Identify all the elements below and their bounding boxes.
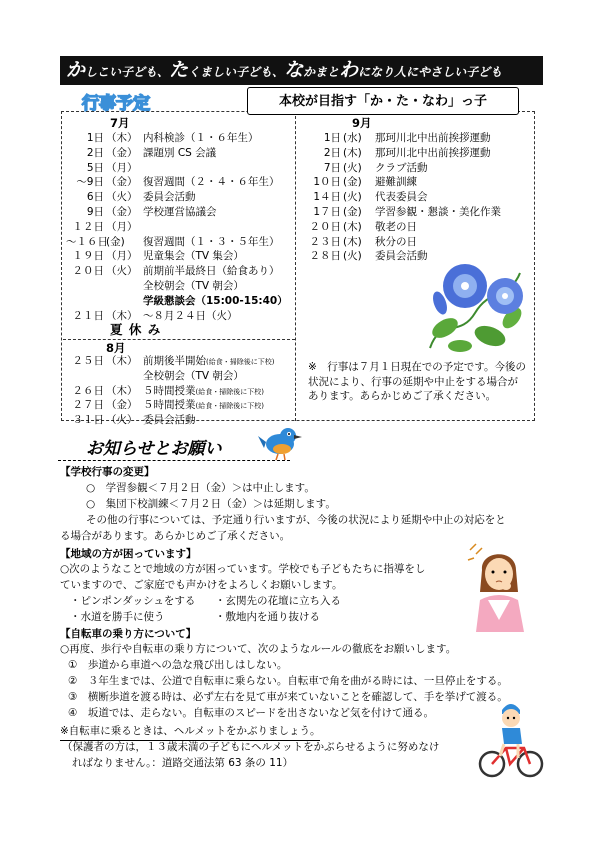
community-bullet-1: ・ピンポンダッシュをする <box>70 595 196 607</box>
july-event: 全校朝会（TV 朝会） <box>143 280 244 292</box>
august-event-note: (給食・掃除後に下校) <box>206 358 275 366</box>
september-event: 避難訓練 <box>375 176 417 189</box>
august-event-note: (給食・掃除後に下校) <box>195 387 264 396</box>
july-weekday: （木） <box>106 309 138 322</box>
july-day: 9日 <box>86 206 104 218</box>
change-text-line2: る場合があります。あらかじめご了承ください。 <box>60 530 291 542</box>
august-event: ５時間授業(給食・掃除後に下校) <box>143 384 264 397</box>
july-weekday: （月） <box>106 161 138 174</box>
august-event: 全校朝会（TV 朝会） <box>143 369 244 382</box>
bicycle-rule-1: ① 歩道から車道への急な飛び出しはしない。 <box>68 659 288 671</box>
august-day: ２７日 <box>72 399 104 412</box>
july-event: 〜８月２４日（火） <box>143 309 238 322</box>
bicycle-intro: ○再度、歩行や自転車の乗り方について、次のようなルールの徹底をお願いします。 <box>60 643 457 655</box>
community-bullet-4: ・敷地内を通り抜ける <box>215 611 320 623</box>
july-weekday: （木） <box>106 132 138 144</box>
slogan-initial-0: か <box>66 59 86 81</box>
september-weekday: (火) <box>343 250 362 263</box>
change-item-1: ○ 学習参観＜７月２日（金）＞は中止します。 <box>86 482 315 494</box>
july-weekday: （金） <box>106 206 138 218</box>
september-weekday: (火) <box>343 161 362 174</box>
bicycle-rule-3: ③ 横断歩道を渡る時は、必ず左右を見て車が来ていないことを確認して、手を挙げて渡る。 <box>68 691 508 703</box>
september-event: 委員会活動 <box>375 250 428 263</box>
month-july: 7月 <box>110 116 130 130</box>
september-day: ２３日 <box>309 235 341 248</box>
bicycle-rule-2: ② ３年生までは、公道で自転車に乗らない。自転車で角を曲がる時には、一旦停止をする。 <box>68 675 508 687</box>
morning-glory-icon <box>420 258 532 359</box>
july-event: 復習週間（２・４・６年生） <box>143 176 280 189</box>
august-event-note: (給食・掃除後に下校) <box>195 402 264 411</box>
slogan-initial-1: た <box>169 59 189 81</box>
community-text-line2: ていますので、ご家庭でも声かけをよろしくお願いします。 <box>60 579 343 591</box>
july-event: 前期前半最終日（給食あり） <box>143 265 280 278</box>
august-event: 前期後半開始(給食・掃除後に下校) <box>143 355 275 367</box>
july-event: 復習週間（１・３・５年生） <box>143 235 280 248</box>
month-september: 9月 <box>352 116 372 130</box>
notices-title-underline <box>58 460 290 461</box>
september-weekday: (火) <box>343 191 362 204</box>
august-weekday: （木） <box>106 355 138 367</box>
july-day: 6日 <box>86 191 104 204</box>
school-motto: 本校が目指す「か・た・なわ」っ子 <box>247 87 519 115</box>
september-event: 那珂川北中出前挨拶運動 <box>375 132 491 144</box>
september-event: 那珂川北中出前挨拶運動 <box>375 146 491 159</box>
september-event: クラブ活動 <box>375 161 428 174</box>
september-weekday: (木) <box>343 220 362 233</box>
september-weekday: (金) <box>343 176 362 189</box>
september-day: 1日 <box>323 132 341 144</box>
slogan-initial-3: わ <box>339 59 359 81</box>
thinking-woman-icon <box>462 540 534 635</box>
community-bullet-2: ・玄関先の花壇に立ち入る <box>215 595 341 607</box>
august-weekday: （木） <box>106 384 138 397</box>
july-day: 1日 <box>86 132 104 144</box>
september-day: 1７日 <box>313 206 341 218</box>
august-weekday: （金） <box>106 399 138 412</box>
kingfisher-bird-icon <box>258 422 302 465</box>
september-day: 7日 <box>323 161 341 174</box>
july-day: １２日 <box>72 220 104 233</box>
july-event: 児童集会（TV 集会） <box>143 250 244 263</box>
september-day: ２８日 <box>309 250 341 263</box>
september-day: 1４日 <box>313 191 341 204</box>
schedule-heading-text: 行事予定 <box>82 94 150 114</box>
july-weekday: (金) <box>106 235 125 248</box>
bicycle-rule-4: ④ 坂道では、走らない。自転車のスピードを出さないなど気を付けて通る。 <box>68 707 434 719</box>
september-day: 1０日 <box>313 176 341 189</box>
august-day: ２６日 <box>72 384 104 397</box>
july-day: ２０日 <box>72 265 104 278</box>
schedule-divider <box>295 111 296 421</box>
july-event: 課題別 CS 会議 <box>143 146 217 159</box>
july-weekday: （火） <box>106 265 138 278</box>
notices-title: お知らせとお願い <box>86 439 222 459</box>
slogan-banner <box>60 56 543 85</box>
section-heading-bicycle: 【自転車の乗り方について】 <box>60 628 197 640</box>
law-text-line2: ればなりません。：道路交通法第 63 条の 11） <box>72 757 294 769</box>
summer-vacation-label: 夏 休 み <box>110 322 162 337</box>
law-text-line1: （保護者の方は，１３歳未満の子どもにヘルメットをかぶらせるように努めなけ <box>62 741 440 753</box>
july-event: 委員会活動 <box>143 191 196 204</box>
september-event: 秋分の日 <box>375 235 417 248</box>
august-day: ２５日 <box>72 355 104 367</box>
community-text-line1: ○次のようなことで地域の方が困っています。学校でも子どもたちに指導をし <box>60 563 426 575</box>
september-event: 代表委員会 <box>375 191 428 204</box>
slogan-text-2: かまと <box>303 65 340 79</box>
september-weekday: (金) <box>343 206 362 218</box>
slogan-initial-2: な <box>284 59 304 81</box>
slogan-text-3: になり人にやさしい子ども <box>358 65 503 79</box>
july-day: 2日 <box>86 146 104 159</box>
august-event: 委員会活動 <box>143 414 196 427</box>
slogan-text-0: しこい子ども、 <box>85 65 170 79</box>
august-weekday: （火） <box>106 414 138 427</box>
july-weekday: （月） <box>106 250 138 263</box>
july-august-divider <box>63 339 295 340</box>
august-day: ３１日 <box>72 414 104 427</box>
september-weekday: (水) <box>343 132 362 144</box>
july-day: 〜9日 <box>76 176 104 189</box>
august-event: ５時間授業(給食・掃除後に下校) <box>143 399 264 412</box>
july-event: 学級懇談会（15:00-15:40） <box>143 294 288 307</box>
community-bullet-3: ・水道を勝手に使う <box>70 611 165 623</box>
july-event: 学校運営協議会 <box>143 206 217 218</box>
september-event: 学習参観・懇談・美化作業 <box>375 206 501 218</box>
helmet-notice: ※自転車に乗るときは、ヘルメットをかぶりましょう。 <box>60 724 320 741</box>
july-day: 5日 <box>86 161 104 174</box>
july-day: ２１日 <box>72 309 104 322</box>
july-weekday: （金） <box>106 176 138 189</box>
july-day: 〜１６日 <box>66 235 108 248</box>
july-event: 内科検診（１・６年生） <box>143 132 259 144</box>
change-item-2: ○ 集団下校訓練＜７月２日（金）＞は延期します。 <box>86 498 336 510</box>
july-weekday: （金） <box>106 146 138 159</box>
september-day: ２０日 <box>309 220 341 233</box>
september-event: 敬老の日 <box>375 220 417 233</box>
july-weekday: （火） <box>106 191 138 204</box>
september-weekday: (木) <box>343 146 362 159</box>
september-weekday: (木) <box>343 235 362 248</box>
section-heading-change: 【学校行事の変更】 <box>60 466 155 478</box>
month-august: 8月 <box>106 341 126 355</box>
july-weekday: （月） <box>106 220 138 233</box>
september-day: 2日 <box>323 146 341 159</box>
section-heading-community: 【地域の方が困っています】 <box>60 548 197 560</box>
schedule-note: ※ 行事は７月１日現在での予定です。今後の状況により、行事の延期や中止をする場合があります。あらかじめご了承ください。 <box>308 361 526 402</box>
change-text-line1: その他の行事については、予定通り行いますが、今後の状況により延期や中止の対応をと <box>86 514 506 526</box>
slogan-text-1: くましい子ども、 <box>188 65 285 79</box>
child-cyclist-icon <box>478 700 544 783</box>
july-day: １９日 <box>72 250 104 263</box>
